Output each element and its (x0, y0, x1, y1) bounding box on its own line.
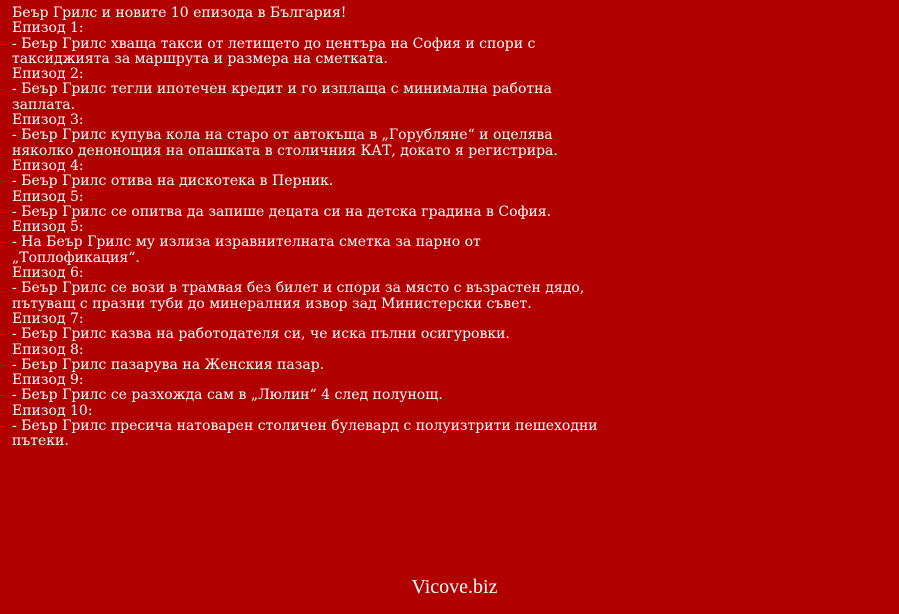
joke-line: - Беър Грилс се опитва да запише децата си на детска градина в София. (12, 203, 552, 220)
joke-line: - Беър Грилс казва на работодателя си, че иска пълни осигуровки. (12, 326, 510, 343)
joke-line: Епизод 10: (12, 402, 93, 419)
joke-line: - Беър Грилс се вози в трамвая без билет и спори за място с възрастен дядо, (12, 280, 585, 297)
joke-line: няколко денонощия на опашката в столичния КАТ, докато я регистрира. (12, 142, 558, 159)
site-watermark: Vicove.biz (411, 576, 498, 598)
joke-line: Епизод 2: (12, 66, 84, 83)
joke-line: Епизод 7: (12, 310, 84, 327)
joke-line: - Беър Грилс отива на дискотека в Перник. (12, 173, 334, 190)
joke-line: - Беър Грилс купува кола на старо от автокъща в „Горубляне“ и оцелява (12, 127, 553, 144)
joke-line: - Беър Грилс пазарува на Женския пазар. (12, 356, 325, 373)
joke-line: Епизод 5: (12, 219, 84, 236)
joke-line: - Беър Грилс се разхожда сам в „Люлин“ 4 след полунощ. (12, 387, 443, 404)
joke-line: Епизод 9: (12, 372, 84, 389)
joke-line: Епизод 6: (12, 265, 84, 282)
joke-line: Епизод 3: (12, 112, 84, 129)
joke-line: Епизод 5: (12, 188, 84, 205)
joke-line: пътуващ с празни туби до минералния извор зад Министерски съвет. (12, 295, 532, 312)
joke-line: - Беър Грилс пресича натоварен столичен булевард с полуизтрити пешеходни (12, 418, 598, 435)
joke-line: - Беър Грилс хваща такси от летището до центъра на София и спори с (12, 35, 536, 52)
joke-line: таксиджията за маршрута и размера на сметката. (12, 50, 388, 67)
joke-line: Епизод 1: (12, 20, 84, 37)
joke-line: Епизод 8: (12, 341, 84, 358)
joke-line: - На Беър Грилс му излиза изравнителната сметка за парно от (12, 234, 481, 251)
joke-line: „Топлофикация“. (12, 249, 140, 266)
joke-line: - Беър Грилс тегли ипотечен кредит и го изплаща с минимална работна (12, 81, 552, 98)
joke-title: Беър Грилс и новите 10 епизода в България! (12, 5, 347, 21)
joke-line: Епизод 4: (12, 157, 84, 174)
joke-line: пътеки. (12, 433, 69, 450)
joke-text (12, 6, 612, 450)
joke-line: заплата. (12, 96, 76, 113)
